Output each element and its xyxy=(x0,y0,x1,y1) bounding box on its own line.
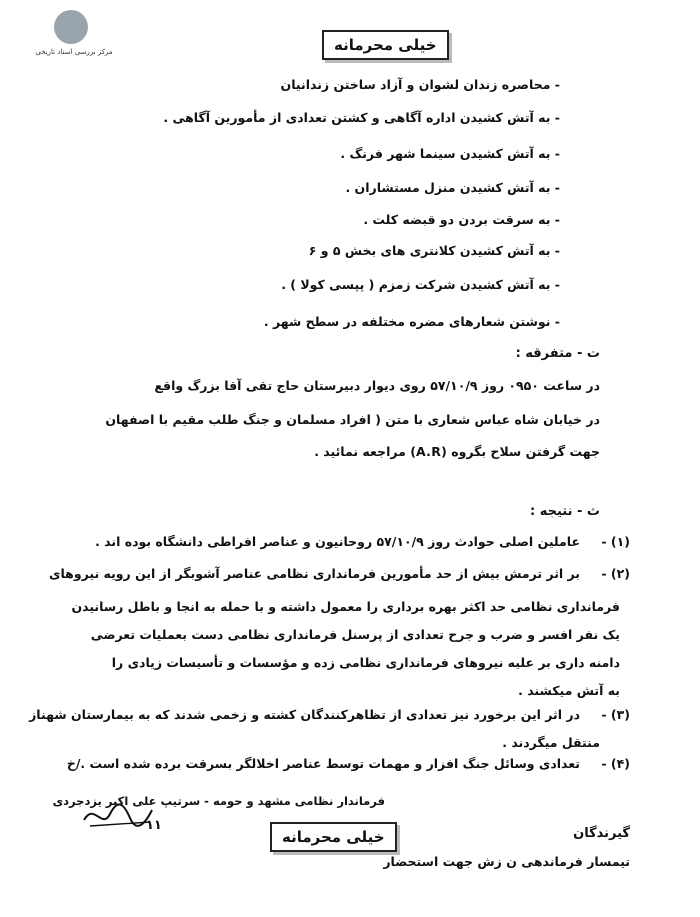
signature-title: فرماندار نظامی مشهد و حومه - سرتیپ علی اکبر یزدجردی xyxy=(52,794,385,808)
result-item-line: بر اثر ترمش بیش از حد مأمورین فرمانداری نظامی عناصر آشوبگر از این رویه نیروهای xyxy=(49,566,580,581)
result-item-number: (۲) - xyxy=(601,566,630,581)
result-item-number: (۳) - xyxy=(601,707,630,722)
archive-logo xyxy=(14,10,134,66)
section-t-heading: ت - متفرقه : xyxy=(515,346,600,361)
bullet-item: - محاصره زندان لشوان و آزاد ساختن زندانیان xyxy=(280,77,560,92)
section-th-heading: ث - نتیجه : xyxy=(530,504,600,519)
archive-logo-text: مرکز بررسی اسناد تاریخی xyxy=(35,48,113,56)
result-item-line: به آتش میکشند . xyxy=(518,683,620,698)
bullet-item: - به آتش کشیدن کلانتری های بخش ۵ و ۶ xyxy=(308,243,560,258)
result-item-line: فرمانداری نظامی حد اکثر بهره برداری را معمول داشته و با حمله به انجا و باطل رسانیدن xyxy=(71,599,620,614)
recipients-line: تیمسار فرماندهی ن زش جهت استحضار xyxy=(383,854,630,869)
archive-logo-icon xyxy=(54,10,88,44)
section-t-line: جهت گرفتن سلاح بگروه (A.R) مراجعه نمائید . xyxy=(314,444,600,459)
bullet-item: - نوشتن شعارهای مضره مختلفه در سطح شهر . xyxy=(263,314,560,329)
bullet-item: - به آتش کشیدن سینما شهر فرنگ . xyxy=(340,146,560,161)
bullet-item: - به آتش کشیدن شرکت زمزم ( پپسی کولا ) . xyxy=(281,277,560,292)
result-item-line: دامنه داری بر علیه نیروهای فرمانداری نظامی زده و مؤسسات و تأسیسات زیادی را xyxy=(111,655,620,670)
section-t-line: در ساعت ۰۹۵۰ روز ۵۷/۱۰/۹ روی دیوار دبیرستان حاج تقی آقا بزرگ واقع xyxy=(154,378,600,393)
result-item-line: عاملین اصلی حوادث روز ۵۷/۱۰/۹ روحانیون و عناصر افراطی دانشگاه بوده اند . xyxy=(95,534,580,549)
bullet-item: - به آتش کشیدن منزل مستشاران . xyxy=(345,180,560,195)
section-t-line: در خیابان شاه عباس شعاری با متن ( افراد مسلمان و جنگ طلب مقیم با اصفهان xyxy=(105,412,600,427)
result-item-line: یک نفر افسر و ضرب و جرح تعدادی از پرسنل فرمانداری نظامی دست بعملیات تعرضی xyxy=(90,627,620,642)
classification-stamp-bottom: خیلی محرمانه xyxy=(270,822,397,852)
result-item-line: تعدادی وسائل جنگ افزار و مهمات توسط عناصر اخلالگر بسرقت برده شده است ./خ xyxy=(66,756,580,771)
result-item-line: منتقل میگردند . xyxy=(502,735,600,750)
result-item-number: (۱) - xyxy=(601,534,630,549)
bullet-item: - به آتش کشیدن اداره آگاهی و کشتن تعدادی از مأمورین آگاهی . xyxy=(163,110,560,125)
bullet-item: - به سرقت بردن دو قبضه کلت . xyxy=(363,212,560,227)
signature-mark: ۱۱ xyxy=(146,818,162,833)
recipients-heading: گیرندگان xyxy=(573,826,630,841)
result-item-number: (۴) - xyxy=(601,756,630,771)
classification-stamp-top: خیلی محرمانه xyxy=(322,30,449,60)
result-item-line: در اثر این برخورد نیز تعدادی از تظاهرکنندگان کشته و زخمی شدند که به بیمارستان شهناز xyxy=(29,707,580,722)
